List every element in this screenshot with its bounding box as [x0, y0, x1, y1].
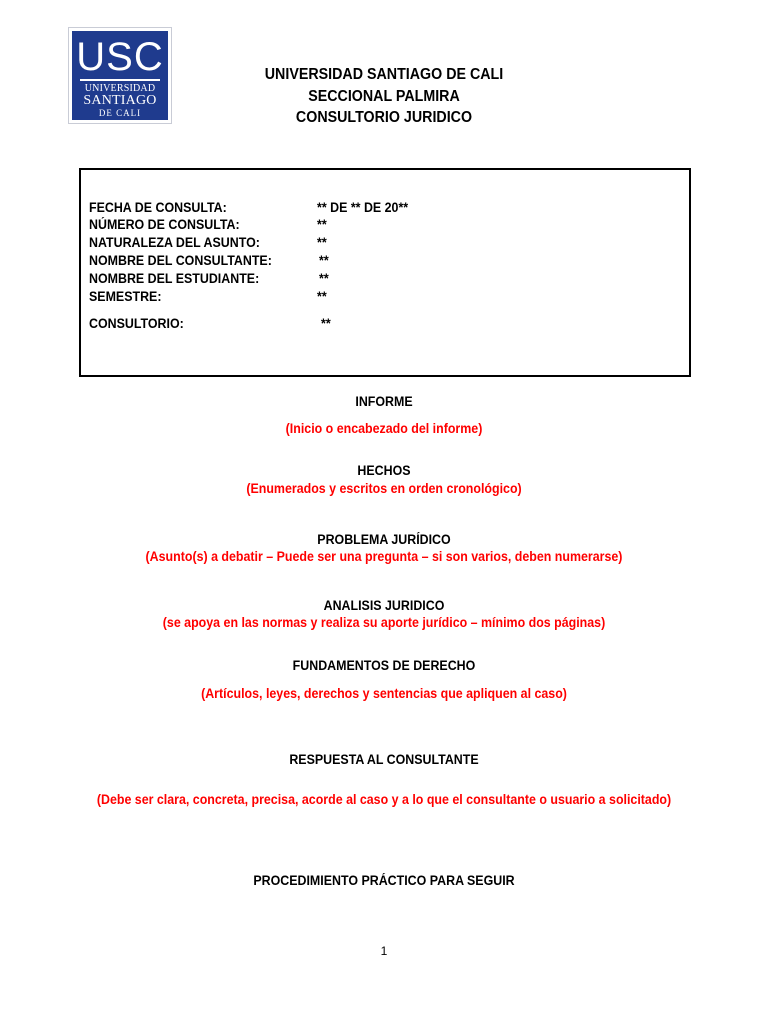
informe-title: INFORME: [355, 394, 413, 409]
consultorio-value: **: [321, 316, 331, 331]
logo-line-2: SANTIAGO: [83, 93, 157, 108]
logo-divider: [80, 79, 160, 81]
numero-label: NÚMERO DE CONSULTA:: [89, 217, 240, 232]
logo-mark: USC: [76, 35, 164, 79]
fecha-value: ** DE ** DE 20**: [317, 200, 409, 215]
fundamentos-title: FUNDAMENTOS DE DERECHO: [292, 658, 476, 673]
problema-juridico-title: PROBLEMA JURÍDICO: [317, 532, 451, 547]
consultante-value: **: [319, 253, 329, 268]
problema-juridico-note: (Asunto(s) a debatir – Puede ser una pregunta – si son varios, deben numerarse): [145, 549, 623, 564]
estudiante-value: **: [319, 271, 329, 286]
analisis-juridico-title: ANALISIS JURIDICO: [323, 598, 445, 613]
numero-value: **: [317, 217, 327, 232]
hechos-note: (Enumerados y escritos en orden cronológico): [246, 481, 522, 496]
fecha-label: FECHA DE CONSULTA:: [89, 200, 227, 215]
logo-line-3: DE CALI: [98, 108, 142, 118]
consultorio-label: CONSULTORIO:: [89, 316, 184, 331]
usc-logo: [68, 27, 172, 124]
header-consultorio: CONSULTORIO JURIDICO: [295, 109, 473, 126]
page-number: 1: [380, 944, 388, 958]
respuesta-title: RESPUESTA AL CONSULTANTE: [289, 752, 479, 767]
consultation-info-box: [79, 168, 691, 377]
semestre-label: SEMESTRE:: [89, 289, 162, 304]
logo-emblem: [72, 31, 168, 120]
logo-line-1: UNIVERSIDAD: [84, 83, 156, 94]
header-university: UNIVERSIDAD SANTIAGO DE CALI: [264, 66, 504, 83]
header-seccional: SECCIONAL PALMIRA: [308, 88, 460, 105]
hechos-title: HECHOS: [357, 463, 411, 478]
semestre-value: **: [317, 289, 327, 304]
respuesta-note: (Debe ser clara, concreta, precisa, acorde al caso y a lo que el consultante o usuario a solicitado): [96, 792, 672, 807]
naturaleza-value: **: [317, 235, 327, 250]
naturaleza-label: NATURALEZA DEL ASUNTO:: [89, 235, 260, 250]
informe-note: (Inicio o encabezado del informe): [285, 421, 483, 436]
procedimiento-title: PROCEDIMIENTO PRÁCTICO PARA SEGUIR: [253, 873, 515, 888]
fundamentos-note: (Artículos, leyes, derechos y sentencias que apliquen al caso): [201, 686, 567, 701]
estudiante-label: NOMBRE DEL ESTUDIANTE:: [89, 271, 260, 286]
analisis-juridico-note: (se apoya en las normas y realiza su aporte jurídico – mínimo dos páginas): [162, 615, 606, 630]
consultante-label: NOMBRE DEL CONSULTANTE:: [89, 253, 272, 268]
